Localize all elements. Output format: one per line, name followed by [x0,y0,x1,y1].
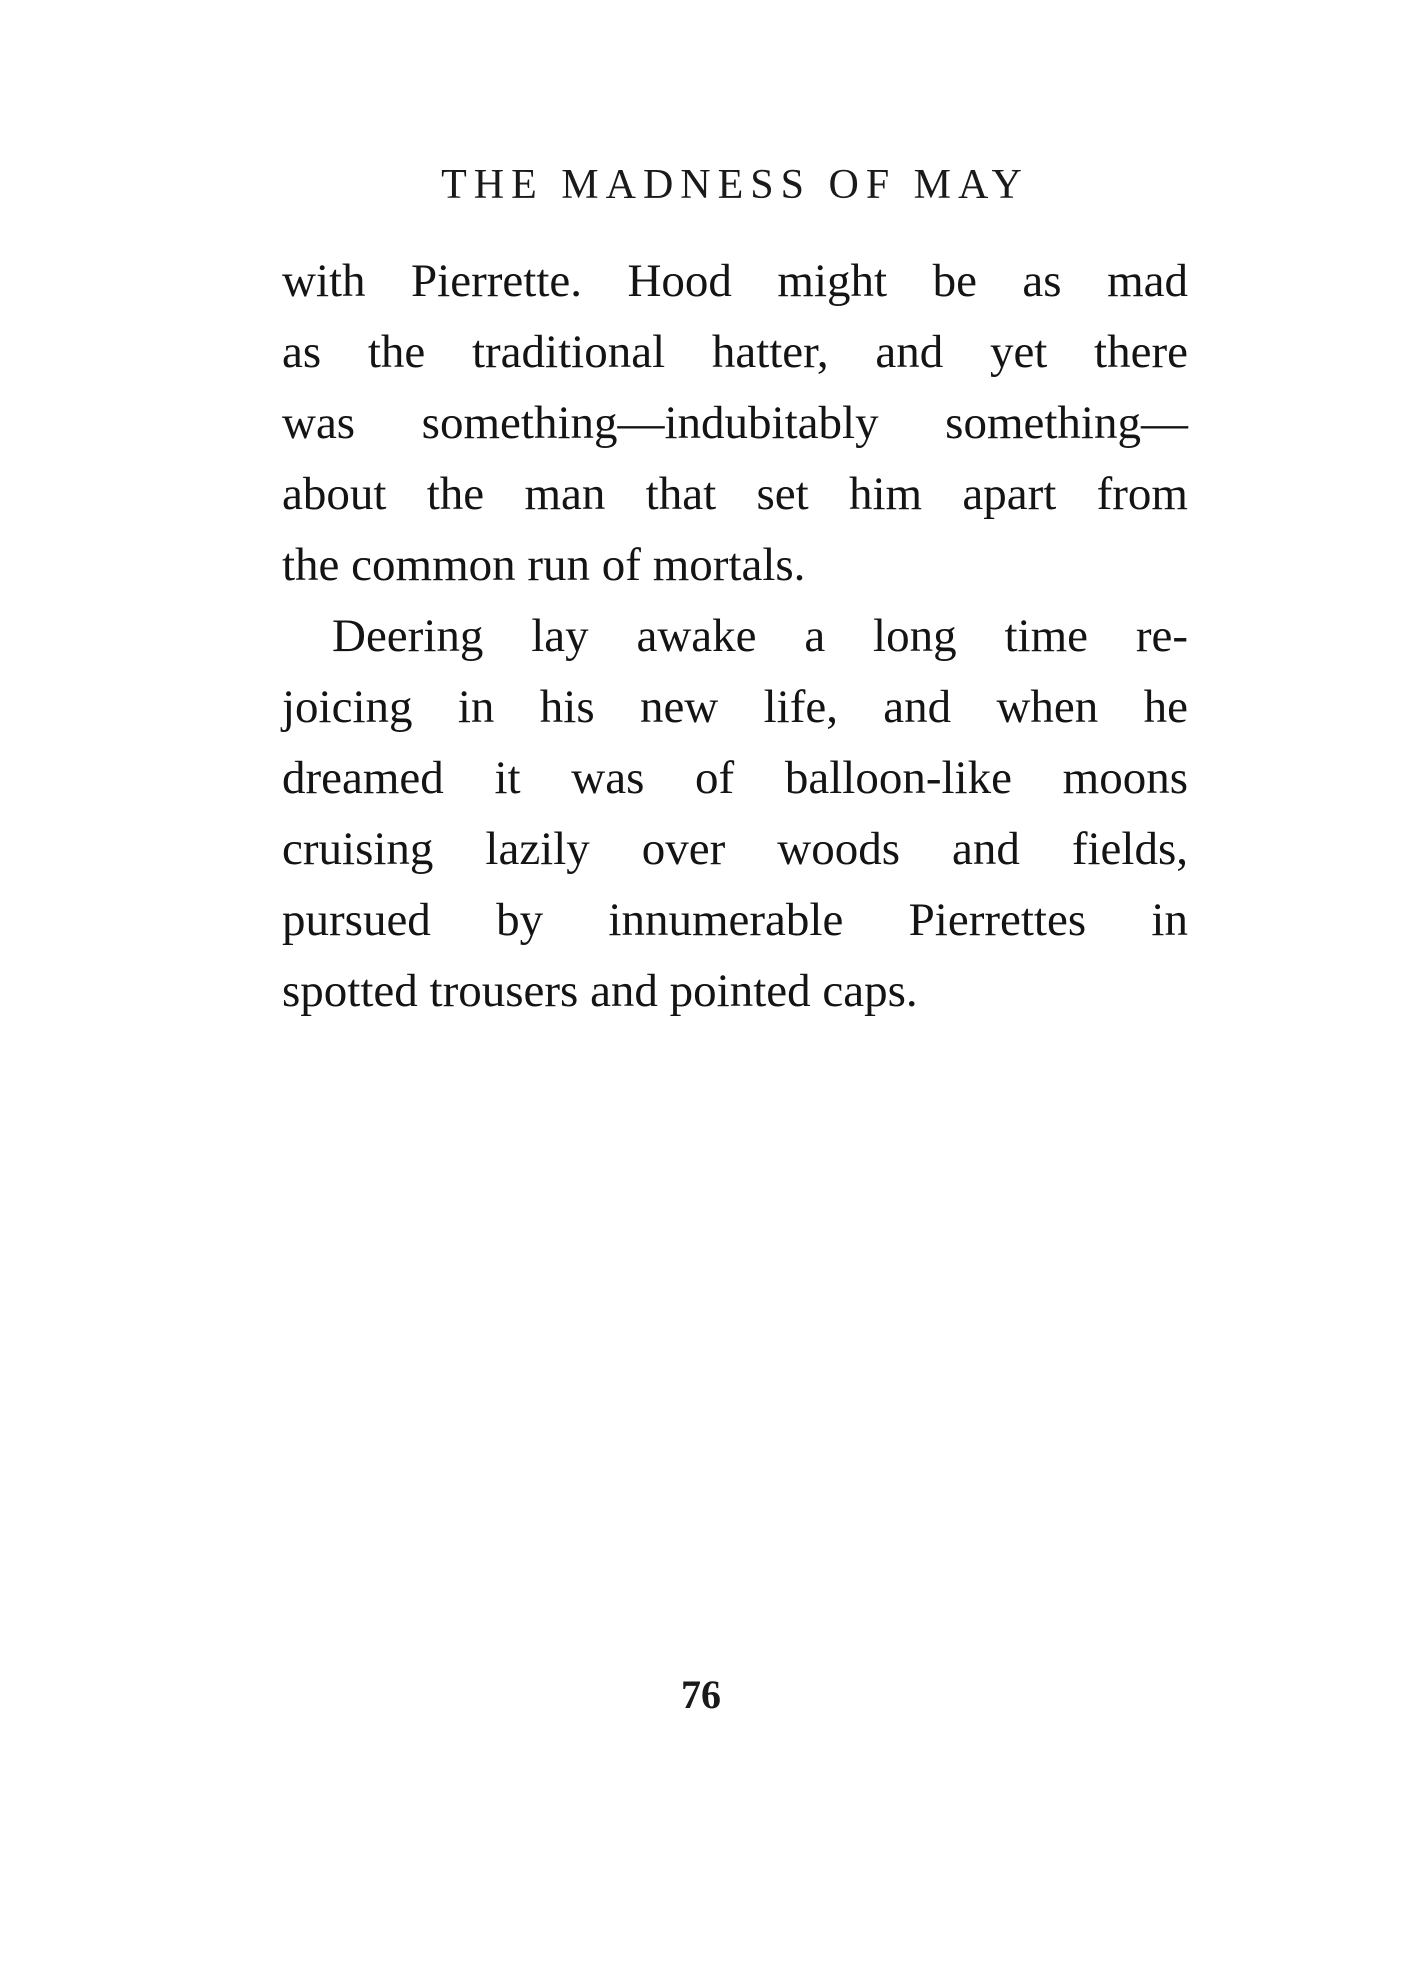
text-line: pursued by innumerable Pierrettes in [282,894,1188,946]
text-line: with Pierrette. Hood might be as mad [282,255,1188,307]
body-text [282,246,1188,1027]
text-line: about the man that set him apart from [282,468,1188,520]
text-line: spotted trousers and pointed caps. [282,965,918,1017]
text-line: the common run of mortals. [282,539,806,591]
paragraph [282,246,1188,601]
page-number: 76 [681,1672,721,1717]
text-line: cruising lazily over woods and fields, [282,823,1188,875]
text-line: joicing in his new life, and when he [282,681,1188,733]
text-line: was something—indubitably something— [282,397,1188,449]
text-line: dreamed it was of balloon-like moons [282,752,1188,804]
text-line: Deering lay awake a long time re- [332,610,1188,662]
paragraph [282,601,1188,1027]
text-line: as the traditional hatter, and yet there [282,326,1188,378]
running-head: THE MADNESS OF MAY [441,162,1029,208]
